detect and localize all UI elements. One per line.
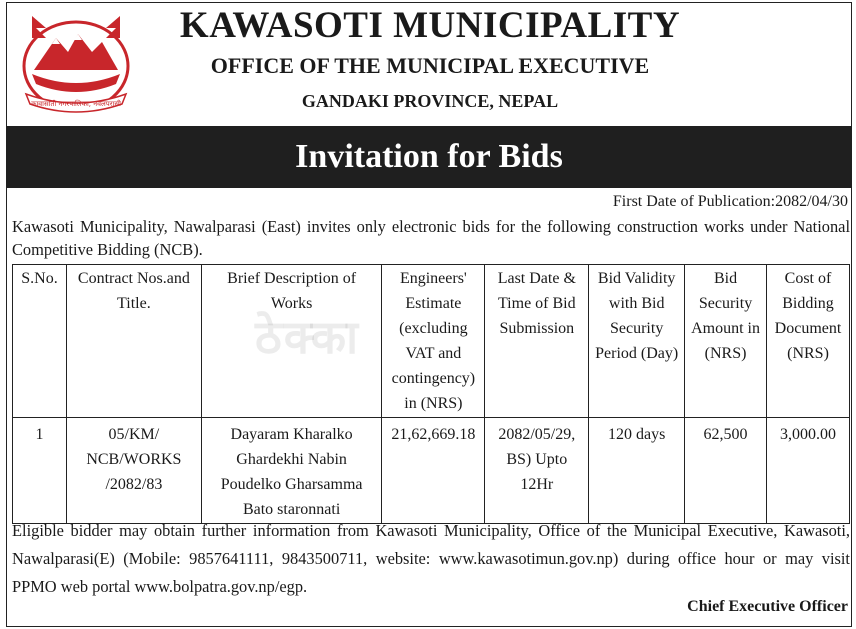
cell-estimate: 21,62,669.18 (382, 418, 485, 524)
cell-sno: 1 (13, 418, 67, 524)
bids-table (12, 264, 850, 524)
cell-last-date: 2082/05/29, BS) Upto 12Hr (485, 418, 589, 524)
nepal-government-emblem-icon (12, 8, 140, 116)
cell-description: Dayaram Kharalko Ghardekhi Nabin Poudelko Gharsamma Bato staronnati (201, 418, 382, 524)
column-header: S.No. (13, 265, 67, 418)
cell-contract: 05/KM/ NCB/WORKS /2082/83 (66, 418, 201, 524)
column-header: Cost of Bidding Document (NRS) (767, 265, 850, 418)
table-header-row (13, 265, 850, 418)
banner-heading: Invitation for Bids (6, 126, 852, 188)
cell-security: 62,500 (685, 418, 767, 524)
column-header: Brief Description of Works (201, 265, 382, 418)
column-header: Bid Security Amount in (NRS) (685, 265, 767, 418)
page-title: KAWASOTI MUNICIPALITY (179, 5, 681, 46)
office-subtitle: OFFICE OF THE MUNICIPAL EXECUTIVE (210, 53, 650, 78)
column-header: Contract Nos.and Title. (66, 265, 201, 418)
intro-paragraph: Kawasoti Municipality, Nawalparasi (East) invites only electronic bids for the following construction works under National Competitive Bidding (NCB). (12, 217, 850, 259)
watermark: ठेक्का (255, 310, 361, 364)
cell-cost: 3,000.00 (767, 418, 850, 524)
signature-line: Chief Executive Officer (687, 598, 848, 615)
cell-validity: 120 days (589, 418, 685, 524)
column-header: Engineers' Estimate (excluding VAT and contingency) in (NRS) (382, 265, 485, 418)
column-header: Last Date & Time of Bid Submission (485, 265, 589, 418)
publication-date: First Date of Publication:2082/04/30 (612, 193, 848, 210)
footer-paragraph: Eligible bidder may obtain further information from Kawasoti Municipality, Office of the Municipal Executive, Kawasoti, Nawalparasi(E) (Mobile: 9857641111, 9843500711, website: www.kawasotimun.gov.np) during office hour or may visit PPMO web portal www.bolpatra.gov.np/egp. (12, 521, 850, 596)
province-line: GANDAKI PROVINCE, NEPAL (301, 91, 559, 111)
table-row (13, 418, 850, 524)
column-header: Bid Validity with Bid Security Period (Day) (589, 265, 685, 418)
emblem-text: कावासोती नगरपालिका, नवलपरासी (31, 100, 121, 108)
